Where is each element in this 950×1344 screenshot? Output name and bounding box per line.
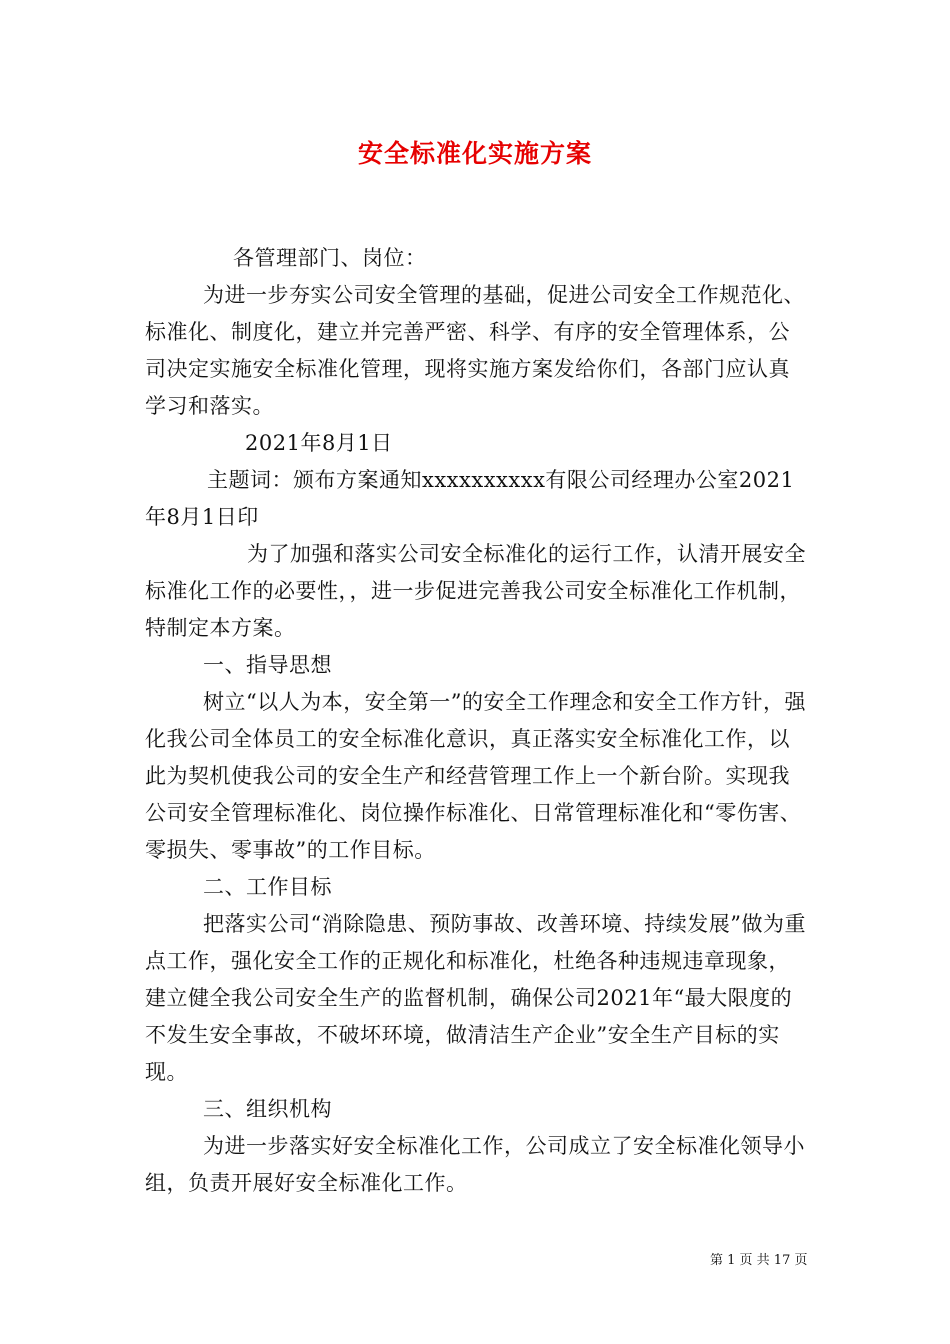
document-title: 安全标准化实施方案 bbox=[357, 139, 592, 168]
purpose-paragraph: 为了加强和落实公司安全标准化的运行工作，认清开展安全标准化工作的必要性，，进一步促进完善我公司安全标准化工作机制，特制定本方案。 bbox=[145, 542, 806, 640]
section-heading-1: 一、指导思想 bbox=[203, 653, 332, 677]
subject-line: 主题词：颁布方案通知xxxxxxxxxx有限公司经理办公室2021年8月1日印 bbox=[145, 468, 795, 529]
salutation: 各管理部门、岗位： bbox=[233, 246, 427, 270]
section-body-1: 树立“以人为本，安全第一”的安全工作理念和安全工作方针，强化我公司全体员工的安全标准化意识，真正落实安全标准化工作，以此为契机使我公司的安全生产和经营管理工作上一个新台阶。实现我公司安全管理标准化、岗位操作标准化、日常管理标准化和“零伤害、零损失、零事故”的工作目标。 bbox=[145, 690, 806, 862]
section-body-2: 把落实公司“消除隐患、预防事故、改善环境、持续发展”做为重点工作，强化安全工作的正规化和标准化，杜绝各种违规违章现象，建立健全我公司安全生产的监督机制，确保公司2021年“最大限度的不发生安全事故，不破坏环境，做清洁生产企业”安全生产目标的实现。 bbox=[145, 912, 806, 1084]
issue-date: 2021年8月1日 bbox=[245, 431, 393, 455]
section-heading-2: 二、工作目标 bbox=[203, 875, 332, 899]
section-body-3: 为进一步落实好安全标准化工作，公司成立了安全标准化领导小组，负责开展好安全标准化工作。 bbox=[145, 1134, 805, 1195]
document-body bbox=[145, 240, 810, 1202]
intro-paragraph: 为进一步夯实公司安全管理的基础，促进公司安全工作规范化、标准化、制度化，建立并完善严密、科学、有序的安全管理体系，公司决定实施安全标准化管理，现将实施方案发给你们，各部门应认真学习和落实。 bbox=[145, 283, 805, 418]
page-number: 第 1 页 共 17 页 bbox=[710, 1253, 808, 1268]
section-heading-3: 三、组织机构 bbox=[203, 1097, 332, 1121]
